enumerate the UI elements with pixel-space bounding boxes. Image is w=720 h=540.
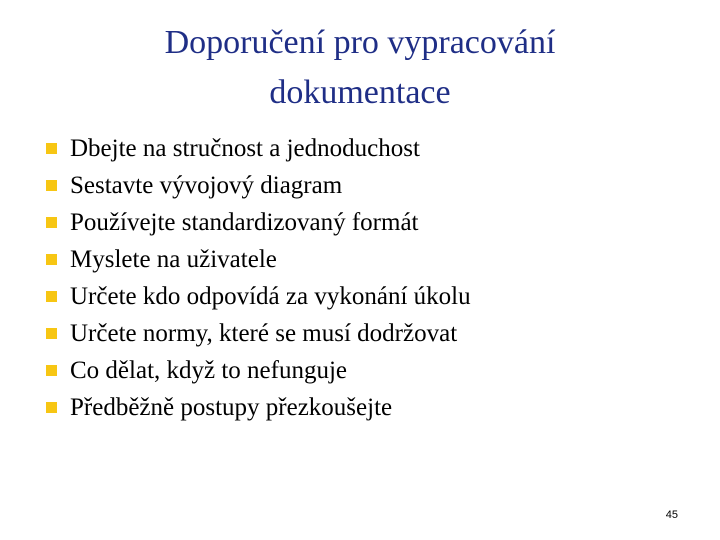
bullet-item (46, 352, 686, 389)
bullet-item (46, 278, 686, 315)
bullet-item (46, 241, 686, 278)
bullet-item (46, 167, 686, 204)
bullet-text: Předběžně postupy přezkoušejte (70, 393, 393, 421)
bullet-text: Používejte standardizovaný formát (70, 208, 419, 236)
bullet-text: Myslete na uživatele (70, 245, 277, 273)
bullet-item (46, 204, 686, 241)
slide-title-line-2: dokumentace (269, 74, 451, 111)
bullet-text: Určete normy, které se musí dodržovat (70, 319, 458, 347)
square-bullet-icon (46, 402, 57, 413)
square-bullet-icon (46, 291, 57, 302)
bullet-text: Co dělat, když to nefunguje (70, 356, 348, 384)
bullet-item (46, 130, 686, 167)
bullet-item (46, 315, 686, 352)
bullet-item (46, 389, 686, 426)
bullet-text: Dbejte na stručnost a jednoduchost (70, 134, 420, 162)
square-bullet-icon (46, 180, 57, 191)
page-number: 45 (665, 509, 678, 521)
square-bullet-icon (46, 217, 57, 228)
slide-title-line-1: Doporučení pro vypracování (164, 24, 556, 61)
bullet-text: Určete kdo odpovídá za vykonání úkolu (70, 282, 471, 310)
bullet-list (46, 130, 686, 426)
square-bullet-icon (46, 365, 57, 376)
slide-title (60, 18, 660, 118)
bullet-text: Sestavte vývojový diagram (70, 171, 343, 199)
square-bullet-icon (46, 143, 57, 154)
square-bullet-icon (46, 254, 57, 265)
square-bullet-icon (46, 328, 57, 339)
